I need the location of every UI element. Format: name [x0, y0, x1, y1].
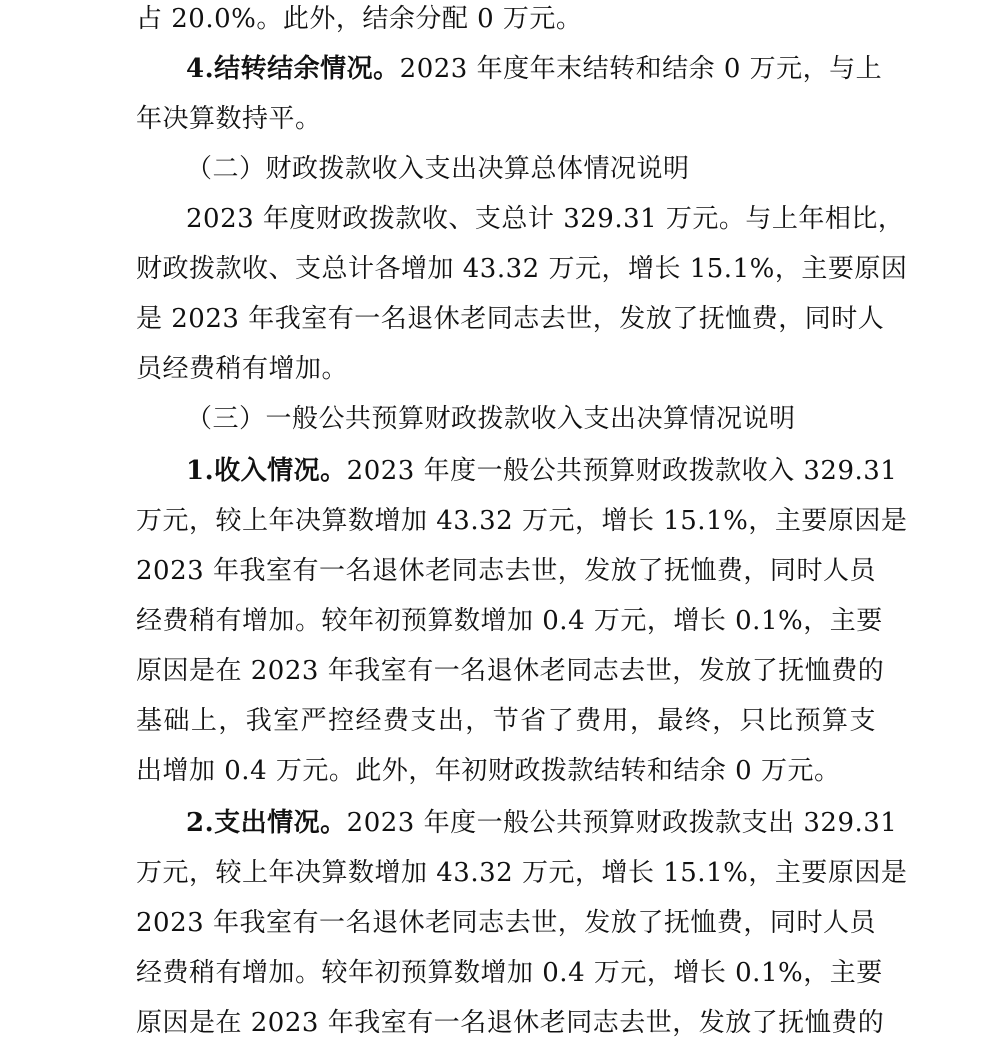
paragraph-line — [136, 344, 876, 394]
paragraph-line — [136, 898, 876, 948]
line-text: 2023 年度年末结转和结余 0 万元，与上 — [399, 54, 883, 84]
heading-text: （三）一般公共预算财政拨款收入支出决算情况说明 — [186, 404, 796, 434]
line-text: 基础上，我室严控经费支出，节省了费用，最终，只比预算支 — [136, 706, 876, 736]
paragraph-line — [136, 294, 885, 344]
paragraph-line — [186, 44, 883, 94]
line-text: 原因是在 2023 年我室有一名退休老同志去世，发放了抚恤费的 — [136, 656, 885, 686]
section-lead: 1.收入情况。 — [186, 456, 347, 486]
line-text: 2023 年度一般公共预算财政拨款收入 329.31 — [346, 456, 898, 486]
line-text: 经费稍有增加。较年初预算数增加 0.4 万元，增长 0.1%，主要 — [136, 606, 883, 636]
line-text: 出增加 0.4 万元。此外，年初财政拨款结转和结余 0 万元。 — [136, 756, 841, 786]
paragraph-line — [186, 446, 898, 496]
paragraph-line — [136, 848, 908, 898]
section-heading — [186, 144, 876, 194]
line-text: 原因是在 2023 年我室有一名退休老同志去世，发放了抚恤费的 — [136, 1008, 885, 1038]
section-lead: 4.结转结余情况。 — [186, 54, 400, 84]
line-text: 财政拨款收、支总计各增加 43.32 万元，增长 15.1%，主要原因 — [136, 254, 908, 284]
line-text: 万元，较上年决算数增加 43.32 万元，增长 15.1%，主要原因是 — [136, 858, 908, 888]
line-text: 员经费稍有增加。 — [136, 354, 349, 384]
line-text: 是 2023 年我室有一名退休老同志去世，发放了抚恤费，同时人 — [136, 304, 885, 334]
paragraph-line — [136, 746, 876, 796]
paragraph-line — [186, 194, 905, 244]
paragraph-line — [136, 696, 876, 746]
line-text: 经费稍有增加。较年初预算数增加 0.4 万元，增长 0.1%，主要 — [136, 958, 883, 988]
paragraph-line — [136, 596, 883, 646]
paragraph-line — [136, 244, 908, 294]
paragraph-line — [136, 646, 885, 696]
section-heading — [186, 394, 876, 444]
line-text: 2023 年我室有一名退休老同志去世，发放了抚恤费，同时人员 — [136, 908, 876, 938]
line-text: 占 20.0%。此外，结余分配 0 万元。 — [136, 4, 583, 34]
line-text: 2023 年度财政拨款收、支总计 329.31 万元。与上年相比， — [186, 204, 905, 234]
paragraph-line — [136, 948, 883, 998]
paragraph-line — [136, 998, 885, 1048]
line-text: 2023 年度一般公共预算财政拨款支出 329.31 — [346, 808, 898, 838]
paragraph-line — [136, 496, 908, 546]
paragraph-line — [136, 546, 876, 596]
paragraph-line — [136, 94, 876, 144]
line-text: 年决算数持平。 — [136, 104, 322, 134]
paragraph-line — [136, 0, 876, 44]
paragraph-line — [186, 798, 898, 848]
heading-text: （二）财政拨款收入支出决算总体情况说明 — [186, 154, 690, 184]
section-lead: 2.支出情况。 — [186, 808, 347, 838]
line-text: 2023 年我室有一名退休老同志去世，发放了抚恤费，同时人员 — [136, 556, 876, 586]
line-text: 万元，较上年决算数增加 43.32 万元，增长 15.1%，主要原因是 — [136, 506, 908, 536]
